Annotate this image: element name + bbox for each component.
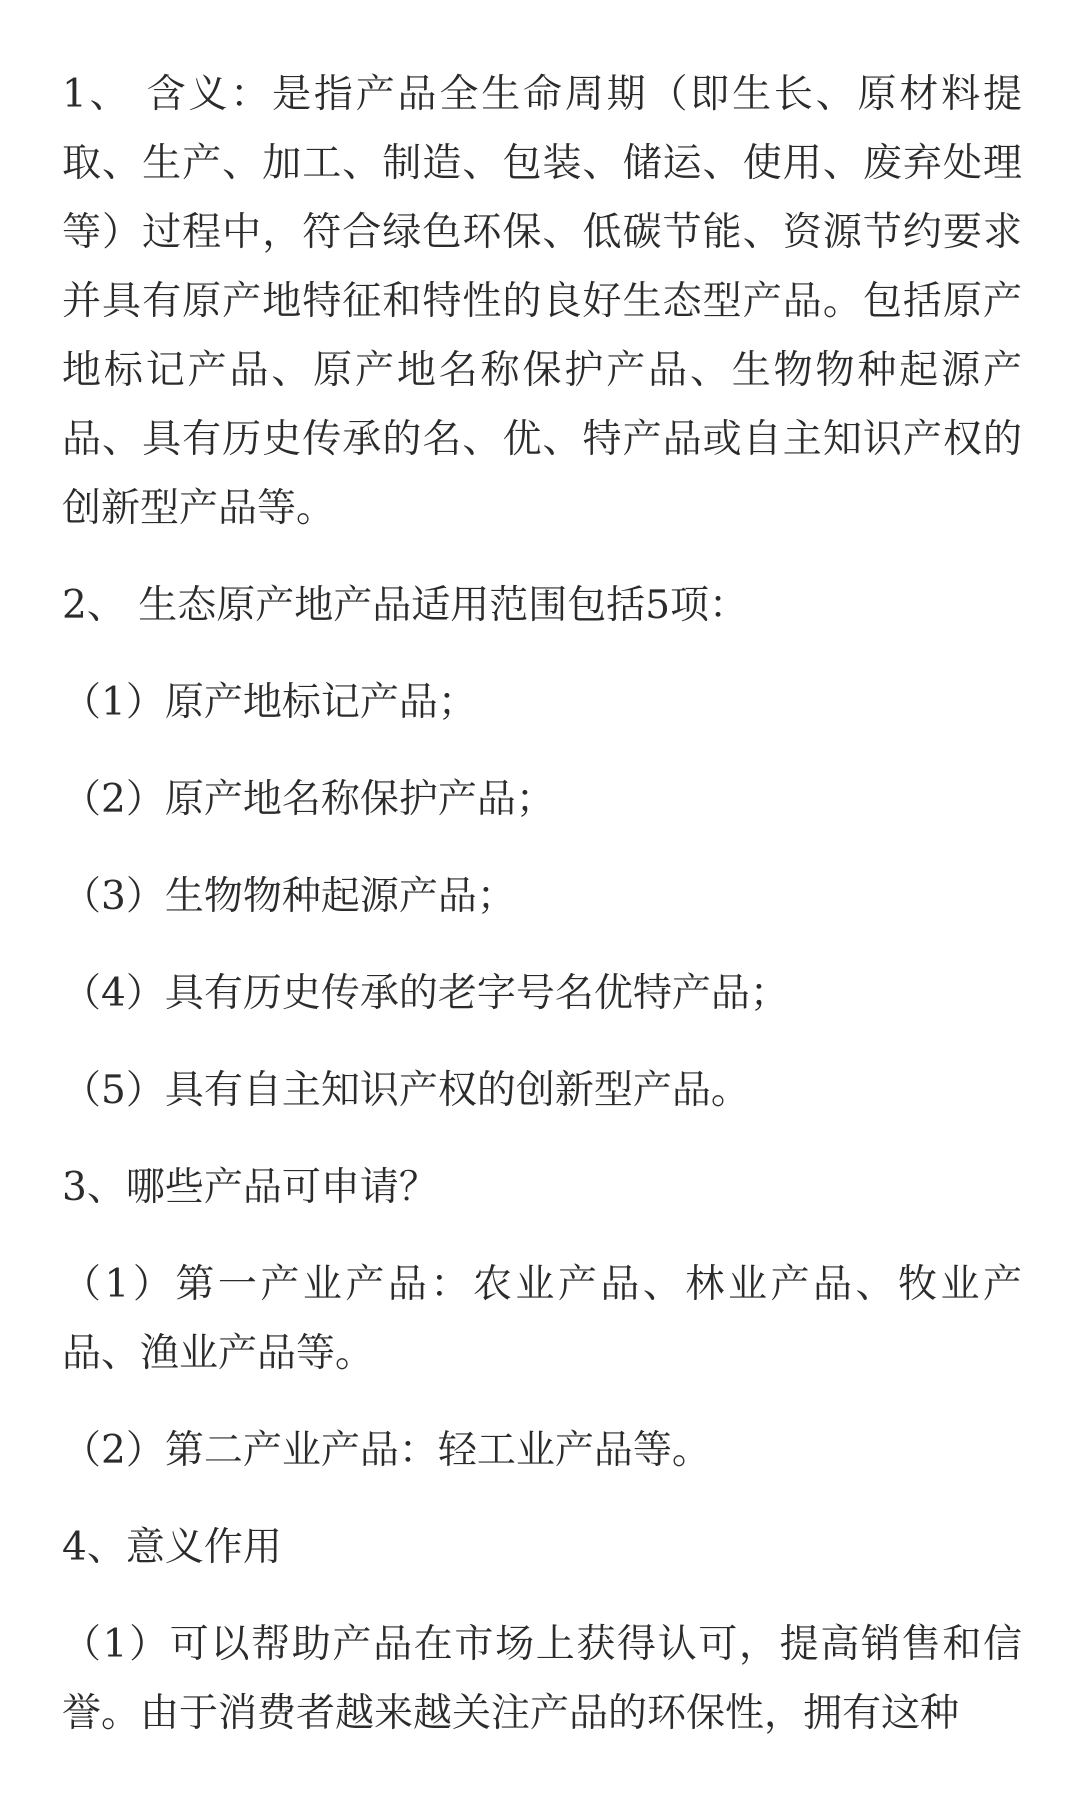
document-body (62, 60, 1022, 1748)
significance-item: （1）可以帮助产品在市场上获得认可，提高销售和信誉。由于消费者越来越关注产品的环保性，拥有这种 (62, 1622, 1022, 1736)
eligible-heading: 3、哪些产品可申请？ (62, 1165, 438, 1210)
scope-item: （1）原产地标记产品； (62, 680, 477, 725)
scope-item: （3）生物物种起源产品； (62, 874, 516, 919)
scope-item: （2）原产地名称保护产品； (62, 777, 555, 822)
definition-paragraph: 1、 含义：是指产品全生命周期（即生长、原材料提取、生产、加工、制造、包装、储运、使用、废弃处理等）过程中，符合绿色环保、低碳节能、资源节约要求并具有原产地特征和特性的良好生态型产品。包括原产地标记产品、原产地名称保护产品、生物物种起源产品、具有历史传承的名、优、特产品或自主知识产权的创新型产品等。 (62, 72, 1022, 531)
scope-heading: 2、 生态原产地产品适用范围包括5项： (62, 583, 749, 628)
scope-item: （4）具有历史传承的老字号名优特产品； (62, 971, 789, 1016)
significance-heading: 4、意义作用 (62, 1525, 282, 1570)
eligible-item: （2）第二产业产品：轻工业产品等。 (62, 1428, 711, 1473)
scope-item: （5）具有自主知识产权的创新型产品。 (62, 1068, 750, 1113)
eligible-item: （1）第一产业产品：农业产品、林业产品、牧业产品、渔业产品等。 (62, 1262, 1022, 1376)
